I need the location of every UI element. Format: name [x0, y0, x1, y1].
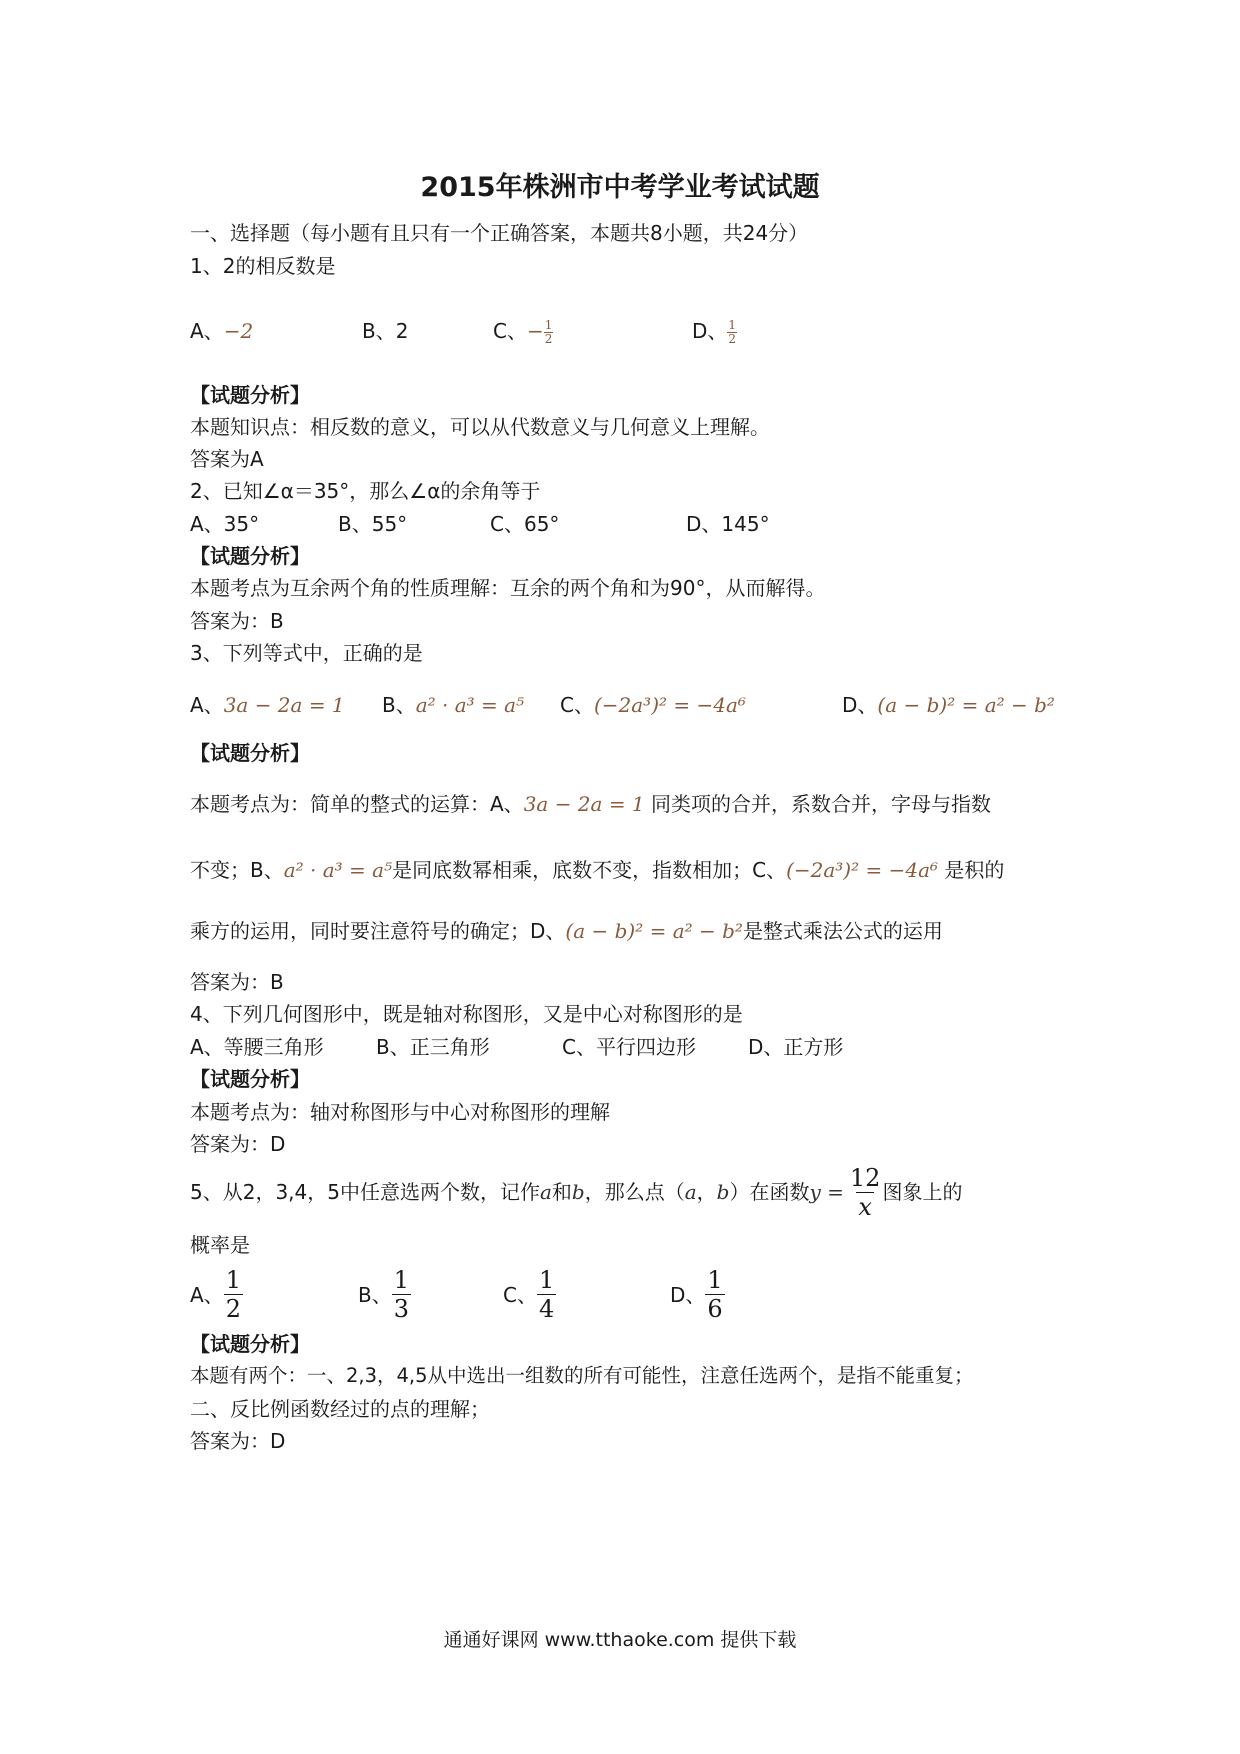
stem-text: 和	[551, 1180, 572, 1204]
option-fraction	[727, 319, 737, 346]
stem-text: 图象上的	[882, 1180, 963, 1204]
q4-analysis: 本题考点为：轴对称图形与中心对称图形的理解	[190, 1100, 610, 1124]
q5-analysis-line1: 本题有两个：一、2,3，4,5从中选出一组数的所有可能性，注意任选两个，是指不能重复；	[190, 1364, 974, 1387]
analysis-text: 同类项的合并，系数合并，字母与指数	[644, 792, 992, 816]
q1-option-c	[493, 318, 553, 346]
fraction-denominator: 4	[538, 1295, 555, 1323]
q2-option-d: D、145°	[686, 512, 770, 536]
option-label: A、	[190, 693, 224, 717]
fraction-numerator: 1	[728, 318, 737, 332]
analysis-text: 乘方的运用，同时要注意符号的确定；D、	[190, 919, 566, 943]
q4-option-b: B、正三角形	[376, 1035, 490, 1059]
q4-analysis-heading: 【试题分析】	[190, 1067, 310, 1091]
fraction-denominator: x	[858, 1192, 872, 1221]
analysis-text: 是整式乘法公式的运用	[742, 919, 943, 943]
option-label: C、	[493, 319, 527, 343]
analysis-math: (−2a³)² = −4a⁶	[786, 858, 939, 882]
q1-stem: 1、2的相反数是	[190, 254, 336, 278]
fraction-denominator: 2	[728, 332, 737, 346]
footer-credit: 通通好课网 www.tthaoke.com 提供下载	[443, 1629, 797, 1651]
q1-option-b	[362, 318, 408, 344]
fraction-numerator: 1	[538, 1266, 555, 1294]
fraction-denominator: 3	[393, 1295, 410, 1323]
option-label: B、	[382, 693, 416, 717]
q4-answer: 答案为：D	[190, 1132, 286, 1156]
q5-option-c	[503, 1266, 556, 1323]
q2-option-a: A、35°	[190, 512, 260, 536]
q3-option-d	[842, 692, 1055, 718]
analysis-text: 本题考点为：简单的整式的运算：A、	[190, 792, 524, 816]
option-label: B、	[362, 319, 396, 343]
option-math: (a − b)² = a² − b²	[877, 693, 1055, 717]
variable: a	[539, 1180, 552, 1204]
q5-answer: 答案为：D	[190, 1429, 286, 1453]
option-label: A、	[190, 1282, 224, 1307]
option-fraction	[224, 1266, 243, 1323]
q3-analysis-line1	[190, 791, 991, 817]
fraction-numerator: 1	[544, 318, 553, 332]
q1-analysis-heading: 【试题分析】	[190, 383, 310, 407]
option-math: (−2a³)² = −4a⁶	[593, 693, 746, 717]
q5-analysis-line2: 二、反比例函数经过的点的理解；	[190, 1397, 490, 1421]
fraction-numerator: 1	[393, 1266, 410, 1294]
option-fraction	[544, 319, 554, 346]
fraction-denominator: 2	[544, 332, 553, 346]
q5-analysis-heading: 【试题分析】	[190, 1332, 310, 1356]
analysis-text: 不变；B、	[190, 858, 284, 882]
q1-answer: 答案为A	[190, 447, 264, 471]
q2-answer: 答案为：B	[190, 609, 284, 633]
q4-option-a: A、等腰三角形	[190, 1035, 324, 1059]
option-math: −2	[223, 319, 254, 343]
q3-option-b	[382, 692, 524, 718]
page-title: 2015年株洲市中考学业考试试题	[420, 172, 820, 203]
q5-stem	[190, 1164, 962, 1220]
variable: a	[684, 1180, 697, 1204]
function-lhs: y =	[809, 1180, 844, 1204]
fraction-denominator: 2	[225, 1295, 241, 1323]
q3-analysis-heading: 【试题分析】	[190, 741, 310, 765]
option-label: D、	[670, 1282, 706, 1307]
q3-answer: 答案为：B	[190, 970, 284, 994]
q5-stem-line2: 概率是	[190, 1233, 250, 1257]
q3-analysis-line3	[190, 918, 943, 944]
q1-option-a	[190, 318, 253, 344]
q3-option-a	[190, 692, 345, 718]
analysis-math: a² · a³ = a⁵	[283, 858, 393, 882]
option-label: D、	[692, 319, 728, 343]
q2-analysis: 本题考点为互余两个角的性质理解：互余的两个角和为90°，从而解得。	[190, 576, 826, 600]
option-math: 3a − 2a = 1	[223, 693, 345, 717]
q3-option-c	[560, 692, 746, 718]
option-fraction	[705, 1266, 724, 1323]
q4-option-c: C、平行四边形	[562, 1035, 696, 1059]
option-math: 2	[395, 319, 409, 343]
stem-text: ）在函数	[729, 1180, 810, 1204]
stem-text: ，那么点（	[584, 1180, 685, 1204]
option-sign: −	[526, 319, 544, 343]
q2-analysis-heading: 【试题分析】	[190, 544, 310, 568]
analysis-text: 是同底数幂相乘，底数不变，指数相加；C、	[392, 858, 787, 882]
analysis-math: 3a − 2a = 1	[523, 792, 645, 816]
option-label: C、	[560, 693, 594, 717]
section-heading: 一、选择题（每小题有且只有一个正确答案，本题共8小题，共24分）	[190, 221, 809, 245]
q4-option-d: D、正方形	[748, 1035, 844, 1059]
q2-stem: 2、已知∠α＝35°，那么∠α的余角等于	[190, 479, 541, 503]
analysis-text: 是积的	[938, 858, 1005, 882]
option-label: A、	[190, 319, 224, 343]
option-label: C、	[503, 1282, 537, 1307]
function-fraction	[848, 1164, 883, 1221]
q4-stem: 4、下列几何图形中，既是轴对称图形，又是中心对称图形的是	[190, 1002, 743, 1026]
variable: b	[571, 1180, 585, 1204]
option-fraction	[392, 1266, 411, 1323]
fraction-numerator: 1	[707, 1266, 723, 1294]
q5-option-a	[190, 1266, 243, 1323]
q1-analysis: 本题知识点：相反数的意义，可以从代数意义与几何意义上理解。	[190, 415, 770, 439]
q3-stem: 3、下列等式中，正确的是	[190, 641, 423, 665]
variable: b	[716, 1180, 730, 1204]
q1-option-d	[692, 318, 737, 346]
fraction-denominator: 6	[707, 1295, 723, 1323]
option-math: a² · a³ = a⁵	[415, 693, 525, 717]
stem-text: ，	[696, 1180, 717, 1204]
option-label: B、	[358, 1282, 392, 1307]
q5-option-b	[358, 1266, 411, 1323]
stem-text: 5、从2，3,4，5中任意选两个数，记作	[190, 1180, 540, 1204]
option-label: D、	[842, 693, 878, 717]
fraction-numerator: 12	[849, 1163, 881, 1192]
fraction-numerator: 1	[225, 1266, 241, 1294]
q2-option-b: B、55°	[338, 512, 408, 536]
q2-option-c: C、65°	[490, 512, 560, 536]
q3-analysis-line2	[190, 857, 1004, 883]
analysis-math: (a − b)² = a² − b²	[565, 919, 743, 943]
option-fraction	[537, 1266, 556, 1323]
q5-option-d	[670, 1266, 725, 1323]
